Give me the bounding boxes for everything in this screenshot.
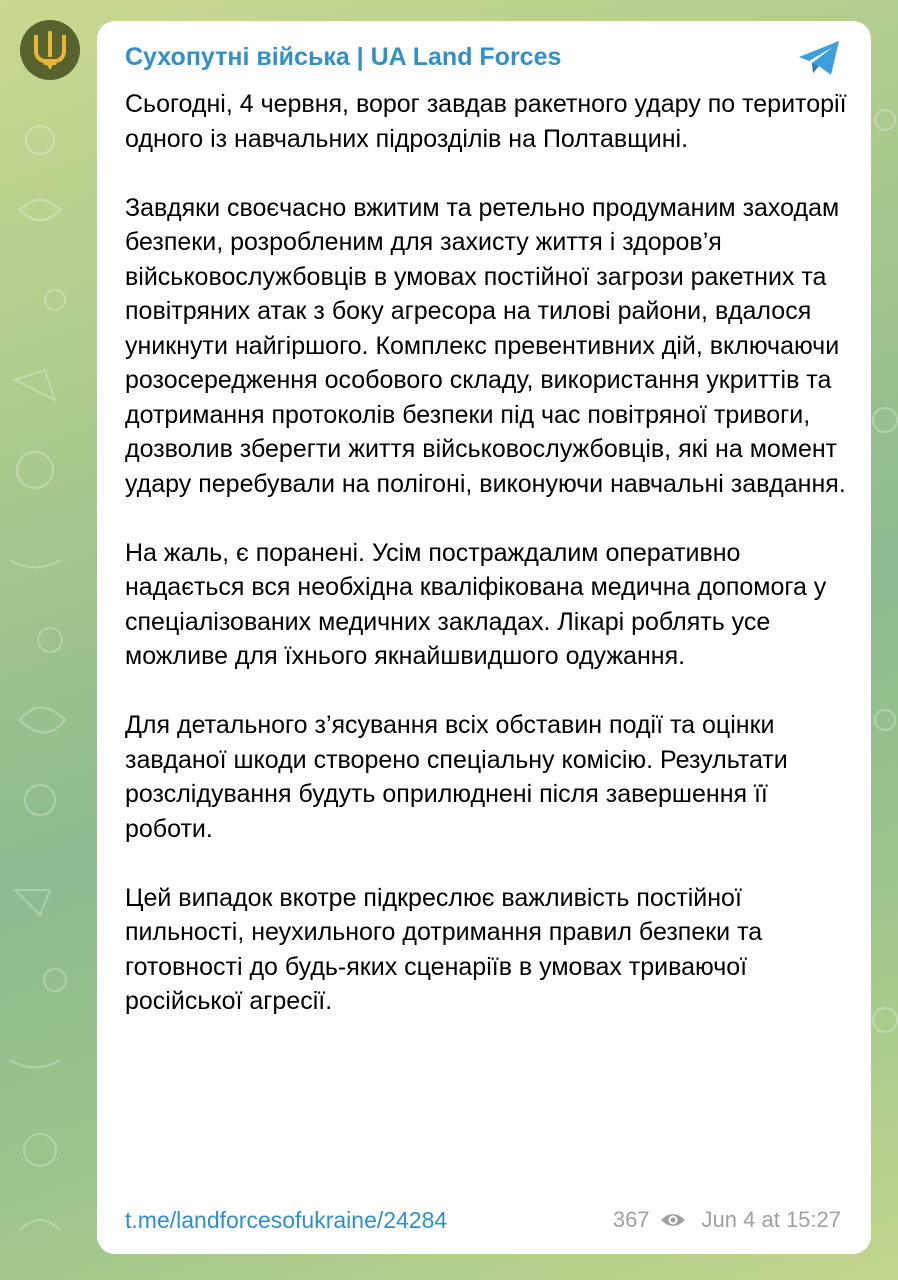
trident-emblem-icon [30,29,70,71]
message-timestamp: Jun 4 at 15:27 [701,1207,841,1232]
telegram-share-icon[interactable] [797,39,843,79]
channel-avatar[interactable] [20,20,80,80]
message-paragraph: На жаль, є поранені. Усім постраждалим оперативно надається вся необхідна кваліфікована медична допомога у спеціалізованих медичних закладах. Лікарі роблять усе можливе для їхнього якнайшвидшого одужання. [125,538,827,670]
view-count: 367 [612,1207,650,1232]
message-paragraph: Для детального з’ясування всіх обставин події та оцінки завданої шкоди створено спеціальну комісію. Результати розслідування будуть оприлюднені після завершення її роботи. [125,711,788,843]
post-link[interactable]: t.me/landforcesofukraine/24284 [125,1206,448,1233]
channel-name[interactable]: Сухопутні війська | UA Land Forces [125,43,562,71]
message-bubble [97,21,871,1254]
message-meta [613,1207,841,1233]
message-text [125,87,855,1053]
message-paragraph: Цей випадок вкотре підкреслює важливість постійної пильності, неухильного дотримання правил безпеки та готовності до будь-яких сценаріїв в умовах триваючої російської агресії. [125,883,763,1015]
message-paragraph: Завдяки своєчасно вжитим та ретельно продуманим заходам безпеки, розробленим для захисту життя і здоров’я військовослужбовців в умовах постійної загрози ракетних та повітряних атак з боку агресора на тилові райони, вдалося уникнути найгіршого. Комплекс превентивних дій, включаючи розосередження особового складу, використання укриттів та дотримання протоколів безпеки під час повітряної тривоги, дозволив зберегти життя військовослужбовців, які на момент удару перебували на полігоні, виконуючи навчальні завдання. [125,193,846,498]
eye-icon [660,1211,686,1229]
message-paragraph: Сьогодні, 4 червня, ворог завдав ракетного удару по території одного із навчальних підрозділів на Полтавщині. [125,90,847,153]
message-footer [125,1205,841,1235]
